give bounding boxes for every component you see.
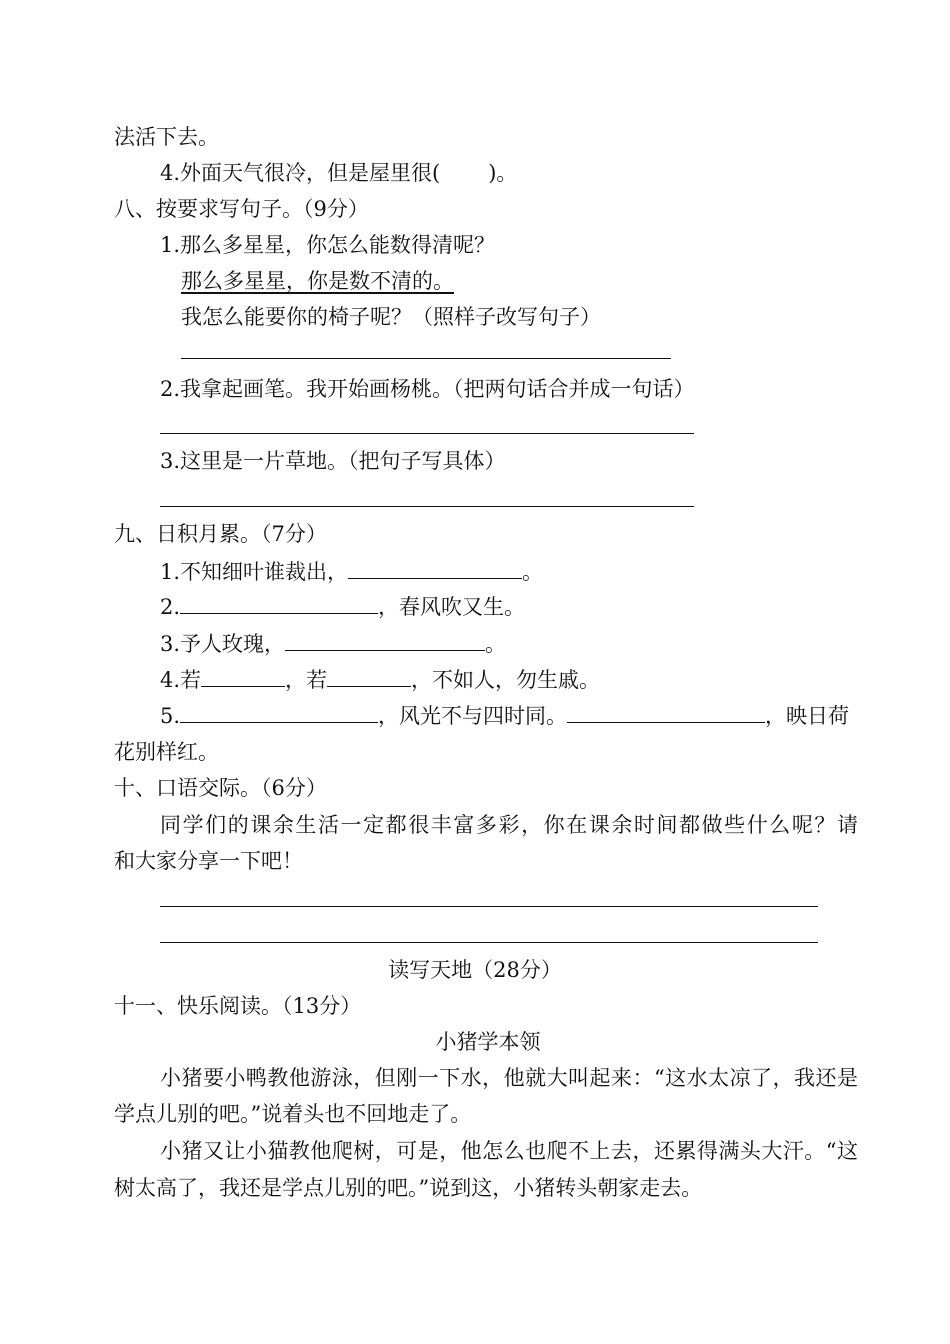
s9-q3-end: 。 bbox=[485, 632, 507, 656]
s9-q3-blank[interactable] bbox=[285, 628, 485, 651]
s9-q2-num: 2. bbox=[160, 595, 181, 619]
s9-q3-text: 3.予人玫瑰， bbox=[160, 632, 286, 656]
s9-q4 bbox=[160, 664, 600, 694]
story-para-2-line-1: 小猪又让小猫教他爬树，可是，他怎么也爬不上去，还累得满头大汗。“这 bbox=[160, 1139, 858, 1163]
s9-q5-blank-1[interactable] bbox=[180, 700, 378, 723]
s9-q4-text-b: ，若 bbox=[285, 668, 328, 692]
s8-q1: 1.那么多星星，你怎么能数得清呢？ bbox=[160, 233, 496, 257]
s10-answer-line-1[interactable] bbox=[160, 906, 818, 907]
s8-q1-example: 那么多星星，你是数不清的。 bbox=[181, 269, 454, 293]
s9-q1 bbox=[160, 556, 543, 586]
q7-item-4-pre: 4.外面天气很冷，但是屋里很( bbox=[160, 161, 441, 185]
s9-q5 bbox=[160, 700, 849, 730]
section-8-title: 八、按要求写句子。（9分） bbox=[114, 197, 369, 221]
s10-prompt-line-1: 同学们的课余生活一定都很丰富多彩，你在课余时间都做些什么呢？请 bbox=[160, 813, 858, 837]
s9-q5-text-a: ，风光不与四时同。 bbox=[378, 704, 568, 728]
s9-q4-blank-1[interactable] bbox=[201, 664, 285, 687]
s9-q5-num: 5. bbox=[160, 704, 181, 728]
s8-q2-answer-line[interactable] bbox=[160, 433, 694, 434]
s9-q3 bbox=[160, 628, 506, 658]
s8-q1-answer-line[interactable] bbox=[181, 358, 671, 359]
q7-item-4 bbox=[160, 158, 517, 188]
s9-q1-end: 。 bbox=[522, 560, 544, 584]
s10-prompt-line-2: 和大家分享一下吧！ bbox=[114, 849, 303, 873]
section-9-title: 九、日积月累。（7分） bbox=[114, 522, 327, 546]
s8-q3-answer-line[interactable] bbox=[160, 506, 694, 507]
part-title: 读写天地（28分） bbox=[388, 958, 562, 982]
s9-q4-blank-2[interactable] bbox=[327, 664, 411, 687]
story-para-1-line-1: 小猪要小鸭教他游泳，但刚一下水，他就大叫起来：“这水太凉了，我还是 bbox=[160, 1066, 858, 1090]
s9-q4-text-a: 4.若 bbox=[160, 668, 202, 692]
story-para-2-line-2: 树太高了，我还是学点儿别的吧。”说到这，小猪转头朝家走去。 bbox=[114, 1176, 703, 1200]
s9-q2-blank[interactable] bbox=[180, 591, 378, 614]
s8-q3: 3.这里是一片草地。（把句子写具体） bbox=[160, 449, 506, 473]
s9-q5-blank-2[interactable] bbox=[567, 700, 765, 723]
s10-answer-line-2[interactable] bbox=[160, 942, 818, 943]
section-11-title: 十一、快乐阅读。（13分） bbox=[114, 994, 362, 1018]
s9-q1-blank[interactable] bbox=[348, 556, 522, 579]
s8-q2: 2.我拿起画笔。我开始画杨桃。（把两句话合并成一句话） bbox=[160, 377, 695, 401]
s9-q1-text: 1.不知细叶谁裁出， bbox=[160, 560, 349, 584]
continued-line: 法活下去。 bbox=[114, 125, 219, 149]
s9-q2-text: ，春风吹又生。 bbox=[378, 595, 526, 619]
story-title: 小猪学本领 bbox=[435, 1030, 541, 1054]
s9-q4-text-c: ，不如人，勿生戚。 bbox=[411, 668, 601, 692]
story-para-1-line-2: 学点儿别的吧。”说着头也不回地走了。 bbox=[114, 1102, 472, 1126]
s9-q5-text-b: ，映日荷 bbox=[765, 704, 850, 728]
q7-item-4-post: )。 bbox=[488, 161, 518, 185]
s8-q1-task: 我怎么能要你的椅子呢？（照样子改写句子） bbox=[181, 305, 601, 329]
s9-q5-cont: 花别样红。 bbox=[114, 740, 219, 764]
s9-q2 bbox=[160, 591, 525, 621]
section-10-title: 十、口语交际。（6分） bbox=[114, 776, 327, 800]
